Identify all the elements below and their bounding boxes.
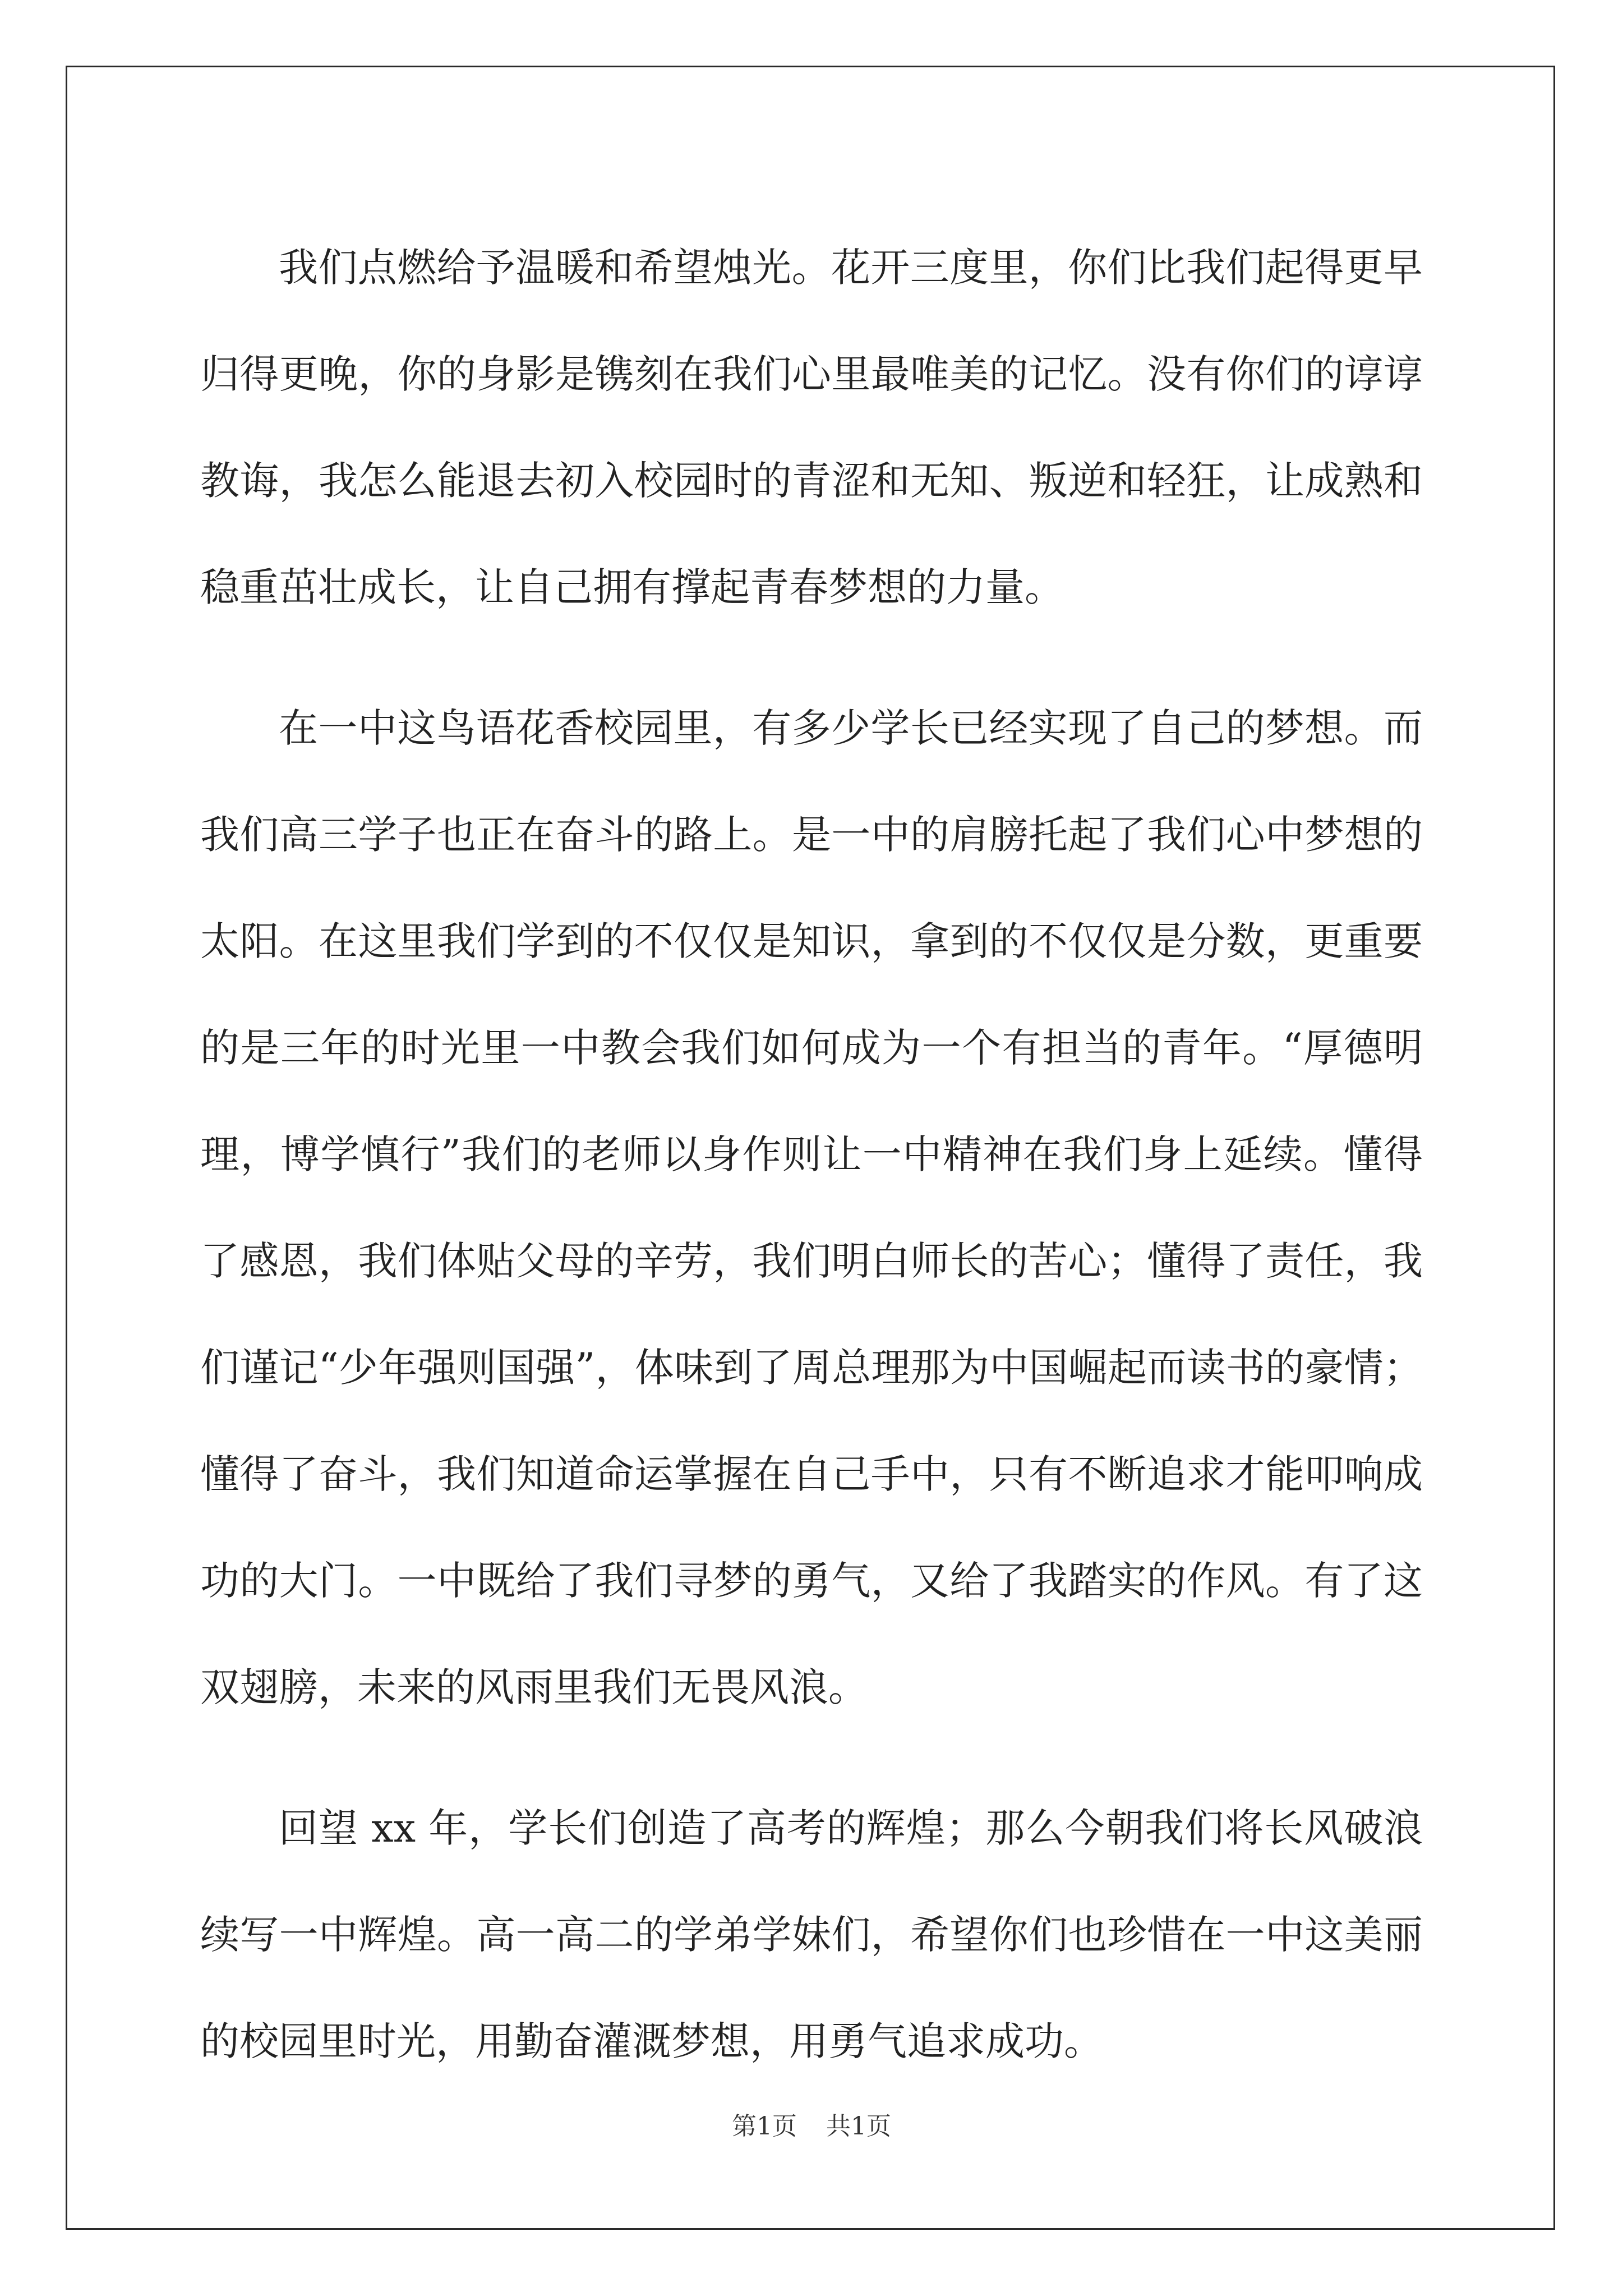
page-number-current: 第1页 [732, 2112, 797, 2141]
page-number-total: 共1页 [826, 2112, 891, 2141]
paragraph-2: 在一中这鸟语花香校园里，有多少学长已经实现了自己的梦想。而我们高三学子也正在奋斗的路上。是一中的肩膀托起了我们心中梦想的太阳。在这里我们学到的不仅仅是知识，拿到的不仅仅是分数，更重要的是三年的时光里一中教会我们如何成为一个有担当的青年。“厚德明理，博学慎行”我们的老师以身作则让一中精神在我们身上延续。懂得了感恩，我们体贴父母的辛劳，我们明白师长的苦心；懂得了责任，我们谨记“少年强则国强”，体味到了周总理那为中国崛起而读书的豪情；懂得了奋斗，我们知道命运掌握在自己手中，只有不断追求才能叩响成功的大门。一中既给了我们寻梦的勇气，又给了我踏实的作风。有了这双翅膀，未来的风雨里我们无畏风浪。 [200, 705, 1423, 1710]
paragraph-1: 我们点燃给予温暖和希望烛光。花开三度里，你们比我们起得更早归得更晚，你的身影是镌刻在我们心里最唯美的记忆。没有你们的谆谆教诲，我怎么能退去初入校园时的青涩和无知、叛逆和轻狂，让成熟和稳重茁壮成长，让自己拥有撑起青春梦想的力量。 [200, 245, 1423, 610]
paragraph-3: 回望 xx 年，学长们创造了高考的辉煌；那么今朝我们将长风破浪续写一中辉煌。高一高二的学弟学妹们，希望你们也珍惜在一中这美丽的校园里时光，用勤奋灌溉梦想，用勇气追求成功。 [200, 1805, 1423, 2064]
page-footer [0, 2106, 1623, 2142]
document-body [200, 214, 1423, 2129]
